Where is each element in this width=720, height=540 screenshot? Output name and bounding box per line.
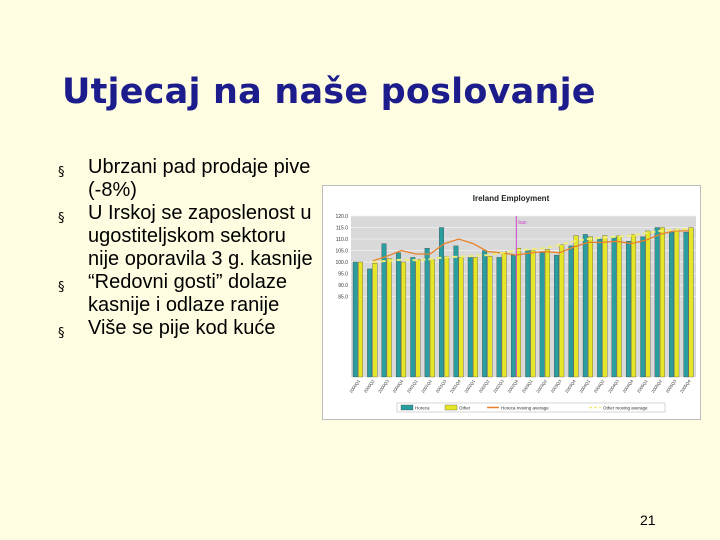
bar-other bbox=[502, 252, 507, 377]
y-tick-label: 120.0 bbox=[335, 214, 348, 220]
square-bullet-icon: § bbox=[58, 326, 65, 341]
slide-title: Utjecaj na naše poslovanje bbox=[62, 72, 596, 112]
bullet-text: U Irskoj se zaposlenost u ugostiteljskom sektoru nije oporavila 3 g. kasnije bbox=[88, 202, 313, 270]
annotation-label: ban bbox=[518, 220, 527, 226]
bar-other bbox=[516, 248, 521, 377]
bar-other bbox=[459, 257, 464, 377]
bar-other bbox=[401, 262, 406, 377]
bar-other bbox=[689, 228, 694, 378]
bar-other bbox=[488, 256, 493, 377]
page-number: 21 bbox=[640, 512, 656, 528]
x-tick-label: 2003Q2 bbox=[535, 378, 548, 394]
x-tick-label: 2004Q3 bbox=[607, 378, 620, 394]
bar-horeca bbox=[396, 253, 401, 377]
y-tick-label: 105.0 bbox=[335, 248, 348, 255]
x-tick-label: 2003Q4 bbox=[563, 378, 577, 394]
x-tick-label: 2001Q4 bbox=[448, 378, 462, 394]
legend-label: Other moving average bbox=[603, 405, 648, 411]
bar-other bbox=[646, 231, 651, 377]
bar-horeca bbox=[526, 251, 531, 378]
bullet-item bbox=[58, 271, 320, 317]
y-tick-label: 100.0 bbox=[335, 260, 348, 266]
bullet-item bbox=[58, 202, 320, 271]
bar-horeca bbox=[382, 244, 387, 377]
x-tick-label: 2001Q1 bbox=[405, 378, 419, 394]
bar-horeca bbox=[367, 269, 372, 377]
bar-horeca bbox=[353, 262, 358, 377]
bar-other bbox=[387, 259, 392, 377]
bar-horeca bbox=[482, 251, 487, 378]
bar-other bbox=[473, 257, 478, 377]
bar-other bbox=[416, 260, 421, 377]
square-bullet-icon: § bbox=[58, 280, 65, 295]
bar-other bbox=[603, 236, 608, 377]
x-tick-label: 2005Q2 bbox=[650, 378, 663, 394]
bar-other bbox=[588, 237, 593, 377]
bullet-item bbox=[58, 156, 320, 202]
bar-other bbox=[559, 245, 564, 377]
square-bullet-icon: § bbox=[58, 211, 65, 226]
x-tick-label: 2005Q1 bbox=[635, 378, 649, 394]
bar-horeca bbox=[468, 257, 473, 377]
legend-label: Horeca moving average bbox=[501, 405, 549, 411]
bar-horeca bbox=[641, 237, 646, 377]
bullet-list bbox=[58, 156, 320, 340]
y-tick-label: 110.0 bbox=[335, 237, 348, 243]
legend-label: Other bbox=[459, 405, 471, 411]
x-tick-label: 2002Q3 bbox=[492, 378, 505, 394]
x-tick-label: 2000Q2 bbox=[362, 378, 376, 394]
bar-other bbox=[545, 249, 550, 377]
bar-horeca bbox=[669, 232, 674, 377]
bar-other bbox=[430, 260, 435, 377]
employment-chart bbox=[322, 185, 701, 420]
bullet-item bbox=[58, 317, 320, 340]
bar-horeca bbox=[569, 246, 574, 377]
x-tick-label: 2000Q4 bbox=[391, 378, 405, 394]
bar-horeca bbox=[612, 237, 617, 377]
x-tick-label: 2004Q1 bbox=[578, 378, 592, 394]
bullet-text: Više se pije kod kuće bbox=[88, 317, 276, 339]
x-tick-label: 2002Q2 bbox=[477, 378, 491, 394]
bar-other bbox=[358, 262, 363, 377]
y-tick-label: 115.0 bbox=[335, 225, 348, 232]
bar-horeca bbox=[597, 239, 602, 377]
y-tick-label: 90.0 bbox=[338, 283, 348, 289]
bar-horeca bbox=[439, 228, 444, 378]
x-tick-label: 2002Q4 bbox=[506, 378, 520, 394]
bar-horeca bbox=[655, 228, 660, 378]
x-tick-label: 2005Q4 bbox=[678, 378, 692, 394]
bar-horeca bbox=[454, 246, 459, 377]
bar-horeca bbox=[497, 257, 502, 377]
legend-swatch bbox=[445, 405, 457, 410]
bar-other bbox=[444, 256, 449, 377]
bar-other bbox=[574, 236, 579, 377]
x-tick-label: 2001Q2 bbox=[420, 378, 433, 394]
bar-horeca bbox=[554, 255, 559, 377]
bullet-text: Ubrzani pad prodaje pive (-8%) bbox=[88, 156, 311, 201]
x-tick-label: 2002Q1 bbox=[463, 378, 477, 394]
x-tick-label: 2000Q1 bbox=[348, 378, 362, 394]
bar-horeca bbox=[540, 253, 545, 377]
bar-horeca bbox=[583, 234, 588, 377]
y-tick-label: 85.0 bbox=[338, 294, 348, 301]
x-tick-label: 2001Q3 bbox=[434, 378, 448, 394]
x-tick-label: 2005Q3 bbox=[664, 378, 678, 394]
chart-title: Ireland Employment bbox=[472, 194, 550, 203]
bar-other bbox=[660, 228, 665, 378]
bullet-text: “Redovni gosti” dolaze kasnije i odlaze ranije bbox=[88, 271, 287, 316]
square-bullet-icon: § bbox=[58, 165, 65, 180]
x-tick-label: 2000Q3 bbox=[377, 378, 390, 394]
bar-horeca bbox=[626, 241, 631, 377]
chart-svg bbox=[323, 186, 700, 419]
bar-horeca bbox=[684, 232, 689, 377]
legend-label: Horeca bbox=[415, 405, 430, 411]
bar-other bbox=[631, 234, 636, 377]
x-tick-label: 2004Q2 bbox=[592, 378, 606, 394]
bar-horeca bbox=[411, 257, 416, 377]
legend-swatch bbox=[401, 405, 413, 410]
bar-horeca bbox=[425, 248, 430, 377]
y-tick-label: 95.0 bbox=[338, 271, 348, 278]
bar-other bbox=[531, 251, 536, 378]
x-tick-label: 2003Q3 bbox=[549, 378, 563, 394]
x-tick-label: 2003Q1 bbox=[520, 378, 534, 394]
bar-other bbox=[674, 229, 679, 377]
bar-other bbox=[617, 236, 622, 377]
x-tick-label: 2004Q4 bbox=[621, 378, 635, 394]
bar-horeca bbox=[511, 255, 516, 377]
bar-other bbox=[373, 263, 378, 377]
